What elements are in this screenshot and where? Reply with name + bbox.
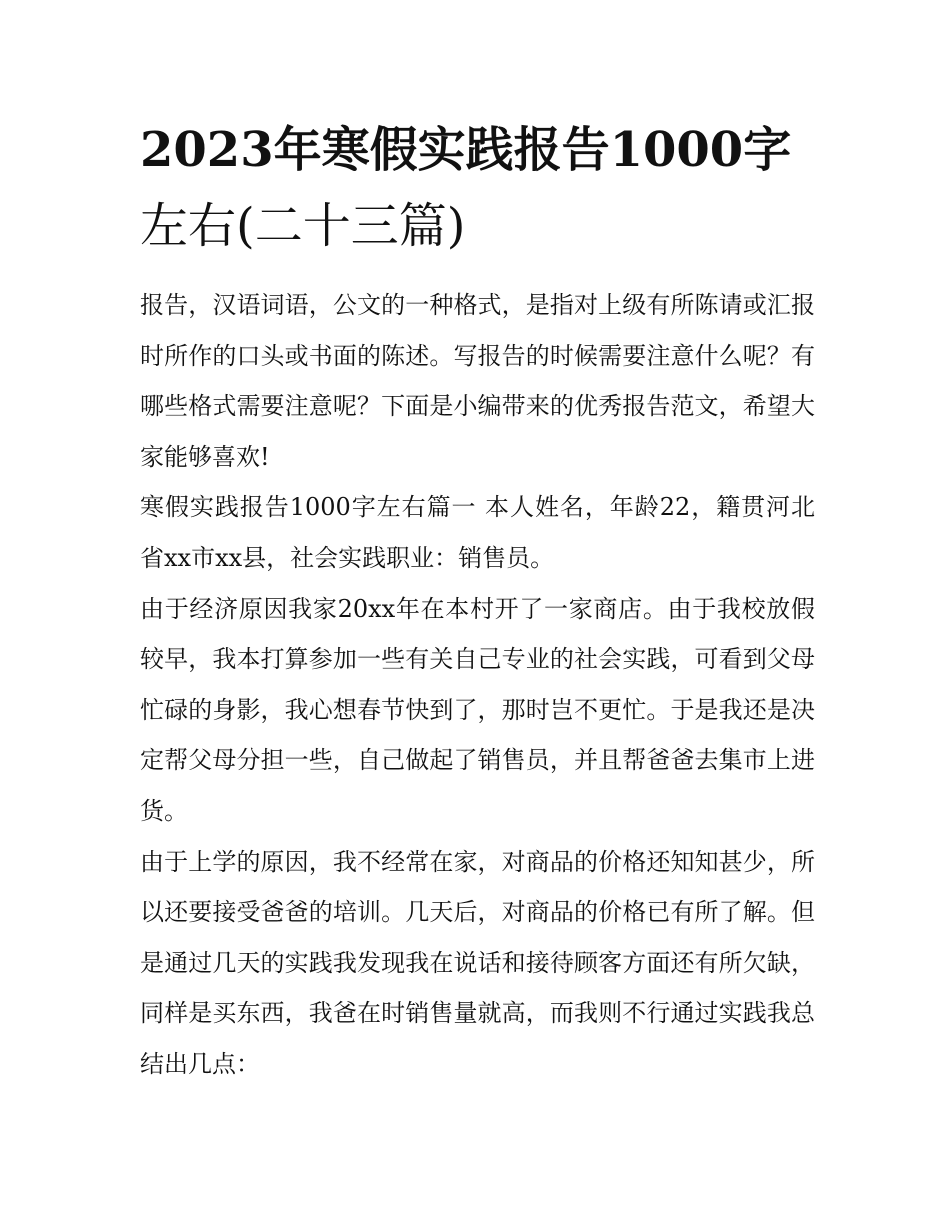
document-page: [140, 112, 815, 1090]
document-title-line1: 2023年寒假实践报告1000字: [140, 122, 792, 178]
document-title: [140, 112, 815, 264]
paragraph-intro: 报告，汉语词语，公文的一种格式，是指对上级有所陈请或汇报时所作的口头或书面的陈述。写报告的时候需要注意什么呢？有哪些格式需要注意呢？下面是小编带来的优秀报告范文，希望大家能够喜欢!: [140, 291, 815, 471]
document-body: [140, 280, 815, 1090]
document-title-line2: 左右(二十三篇): [140, 198, 466, 254]
paragraph-personal-info: 寒假实践报告1000字左右篇一 本人姓名，年龄22，籍贯河北省xx市xx县，社会实践职业：销售员。: [140, 493, 815, 572]
paragraph-experience: 由于上学的原因，我不经常在家，对商品的价格还知知甚少，所以还要接受爸爸的培训。几天后，对商品的价格已有所了解。但是通过几天的实践我发现我在说话和接待顾客方面还有所欠缺，同样是买东西，我爸在时销售量就高，而我则不行通过实践我总结出几点：: [140, 847, 815, 1078]
paragraph-background: 由于经济原因我家20xx年在本村开了一家商店。由于我校放假较早，我本打算参加一些有关自己专业的社会实践，可看到父母忙碌的身影，我心想春节快到了，那时岂不更忙。于是我还是决定帮父母分担一些，自己做起了销售员，并且帮爸爸去集市上进货。: [140, 594, 815, 825]
